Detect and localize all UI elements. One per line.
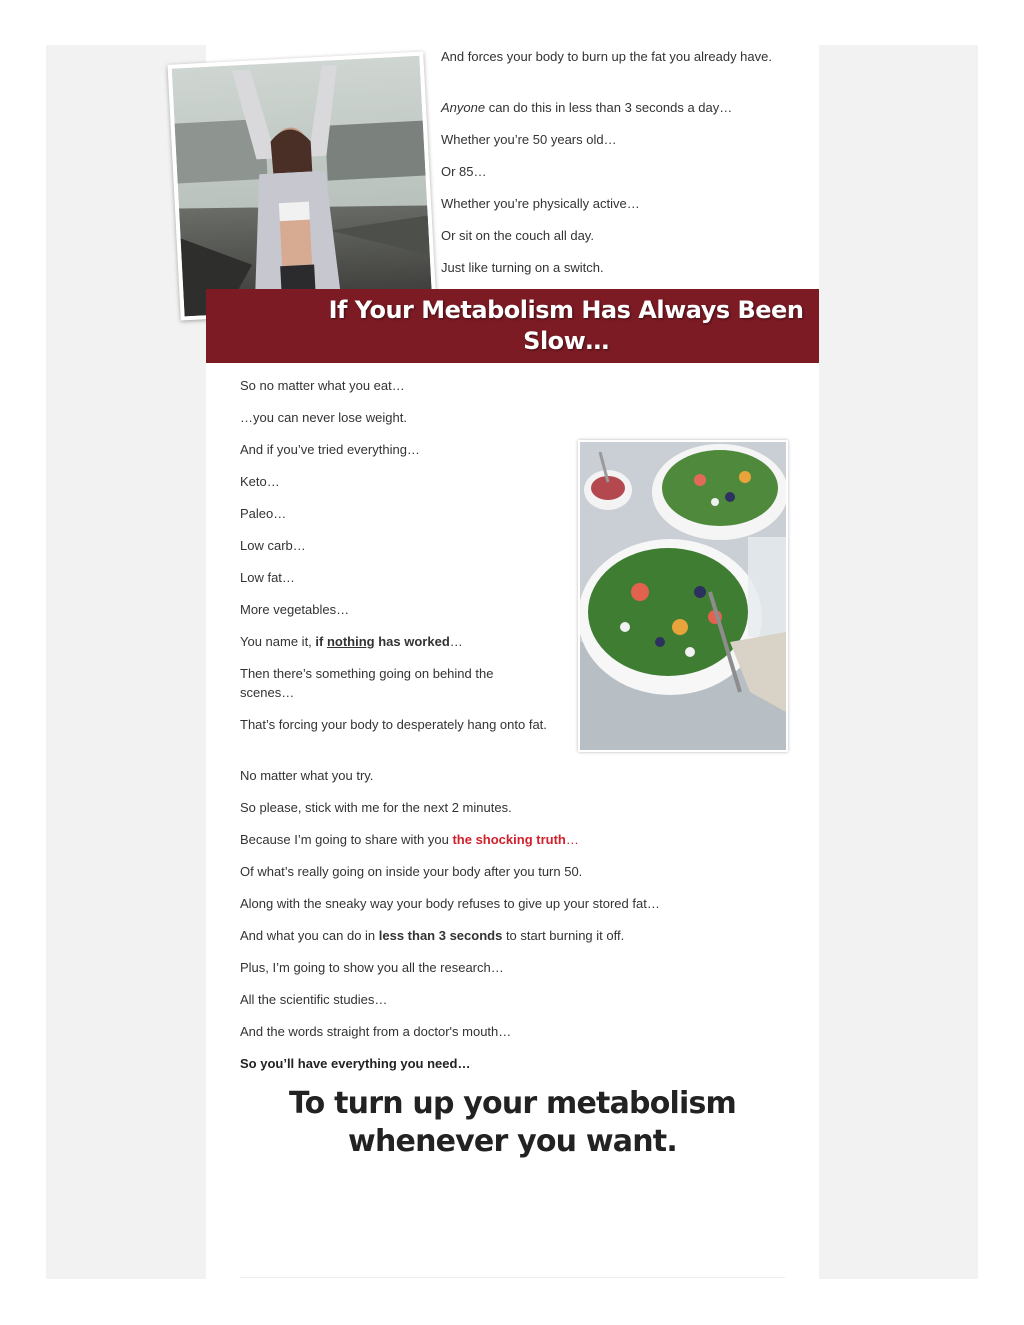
paragraph: You name it, if nothing has worked… (240, 634, 463, 649)
paragraph: Then there’s something going on behind the scenes… (240, 666, 494, 700)
paragraph: Low fat… (240, 570, 295, 585)
paragraph: Low carb… (240, 538, 306, 553)
paragraph: So please, stick with me for the next 2 minutes. (240, 800, 512, 815)
section-banner (206, 289, 819, 363)
paragraph: So you’ll have everything you need… (240, 1056, 471, 1071)
paragraph: Whether you’re physically active… (441, 196, 640, 211)
paragraph: Anyone can do this in less than 3 seconds a day… (441, 100, 733, 115)
banner-heading: If Your Metabolism Has Always Been Slow… (328, 296, 804, 355)
paragraph: More vegetables… (240, 602, 350, 617)
woman-stretching-photo (167, 51, 436, 320)
paragraph: All the scientific studies… (240, 992, 388, 1007)
paragraph: Keto… (240, 474, 280, 489)
underlined-text: nothing (326, 634, 375, 649)
closing-heading: To turn up your metabolism whenever you want. (288, 1086, 737, 1159)
paragraph: And forces your body to burn up the fat you already have. (441, 49, 772, 64)
paragraph: …you can never lose weight. (240, 410, 407, 425)
paragraph: That’s forcing your body to desperately hang onto fat. (240, 717, 547, 732)
paragraph: And if you’ve tried everything… (240, 442, 420, 457)
paragraph: Or sit on the couch all day. (441, 228, 594, 243)
paragraph: Of what’s really going on inside your body after you turn 50. (240, 864, 583, 879)
paragraph: Just like turning on a switch. (441, 260, 604, 275)
divider (240, 1277, 785, 1278)
paragraph: Or 85… (441, 164, 487, 179)
paragraph: So no matter what you eat… (240, 378, 405, 393)
paragraph: Along with the sneaky way your body refuses to give up your stored fat… (240, 896, 660, 911)
paragraph: Because I’m going to share with you the shocking truth… (240, 832, 579, 847)
salad-bowl-photo (578, 440, 788, 752)
paragraph: And the words straight from a doctor's mouth… (240, 1024, 512, 1039)
highlight-text: the shocking truth (452, 832, 566, 847)
content-page (206, 45, 819, 1279)
paragraph: Plus, I’m going to show you all the research… (240, 960, 504, 975)
paragraph: No matter what you try. (240, 768, 374, 783)
paragraph: Paleo… (240, 506, 287, 521)
paragraph: And what you can do in less than 3 seconds to start burning it off. (240, 928, 625, 943)
paragraph: Whether you’re 50 years old… (441, 132, 617, 147)
emphasis-text: Anyone (441, 100, 486, 115)
